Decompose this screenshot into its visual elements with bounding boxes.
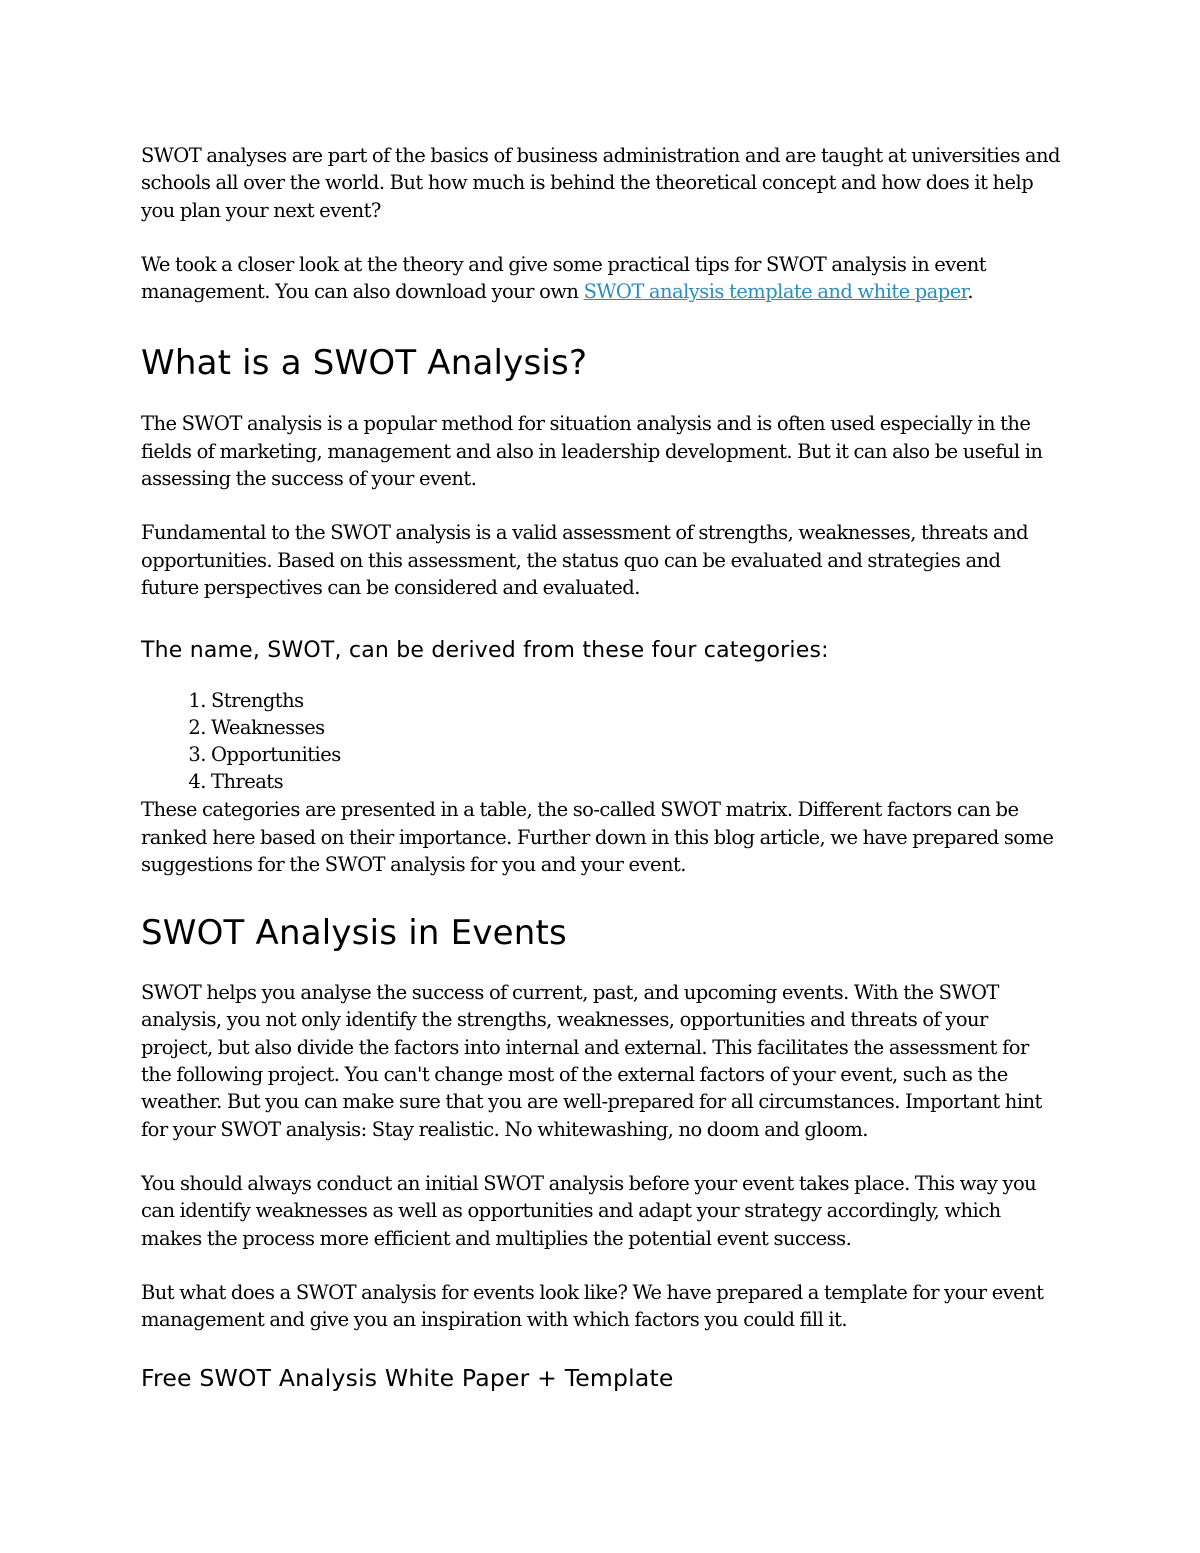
list-item-opportunities: 3. Opportunities	[211, 741, 1061, 768]
intro-paragraph-2	[141, 251, 1061, 306]
list-item-threats: 4. Threats	[211, 768, 1061, 795]
list-item-weaknesses: 2. Weaknesses	[211, 714, 1061, 741]
document-content	[141, 142, 1061, 1392]
section2-paragraph-3: But what does a SWOT analysis for events look like? We have prepared a template for your event management and give you an inspiration with which factors you could fill it.	[141, 1280, 1044, 1332]
subheading-free-white-paper: Free SWOT Analysis White Paper + Template	[141, 1364, 674, 1393]
intro-paragraph-2-text: We took a closer look at the theory and give some practical tips for SWOT analysis in event management. You can also download your own	[141, 252, 987, 304]
subheading-name-swot: The name, SWOT, can be derived from these four categories:	[141, 638, 829, 664]
section-heading-what-is-swot: What is a SWOT Analysis?	[141, 343, 588, 384]
section1-paragraph-1: The SWOT analysis is a popular method for situation analysis and is often used especially in the fields of marketing, management and also in leadership development. But it can also be useful in assessing the success of your event.	[141, 412, 1043, 491]
section2-paragraph-1: SWOT helps you analyse the success of current, past, and upcoming events. With the SWOT analysis, you not only identify the strengths, weaknesses, opportunities and threats of your project, but also divide the factors into internal and external. This facilitates the assessment for the following project. You can't change most of the external factors of your event, such as the weather. But you can make sure that you are well-prepared for all circumstances. Important hint for your SWOT analysis: Stay realistic. No whitewashing, no doom and gloom.	[141, 981, 1042, 1141]
swot-categories-list	[141, 687, 1061, 795]
intro-paragraph-1: SWOT analyses are part of the basics of business administration and are taught at universities and schools all over the world. But how much is behind the theoretical concept and how does it help you plan your next event?	[141, 144, 1060, 222]
swot-template-link[interactable]: SWOT analysis template and white paper	[583, 280, 968, 304]
list-item-strengths: 1. Strengths	[211, 687, 1061, 714]
section1-paragraph-2: Fundamental to the SWOT analysis is a valid assessment of strengths, weaknesses, threats and opportunities. Based on this assessment, the status quo can be evaluated and strategies and future perspectives can be considered and evaluated.	[141, 521, 1029, 599]
section-heading-swot-in-events: SWOT Analysis in Events	[141, 913, 567, 954]
intro-paragraph-2-end: .	[967, 280, 973, 304]
section2-paragraph-2: You should always conduct an initial SWOT analysis before your event takes place. This way you can identify weaknesses as well as opportunities and adapt your strategy accordingly, which makes the process more efficient and multiplies the potential event success.	[141, 1171, 1037, 1250]
section1-paragraph-3: These categories are presented in a table, the so-called SWOT matrix. Different factors can be ranked here based on their importance. Further down in this blog article, we have prepared some suggestions for the SWOT analysis for you and your event.	[141, 798, 1054, 876]
